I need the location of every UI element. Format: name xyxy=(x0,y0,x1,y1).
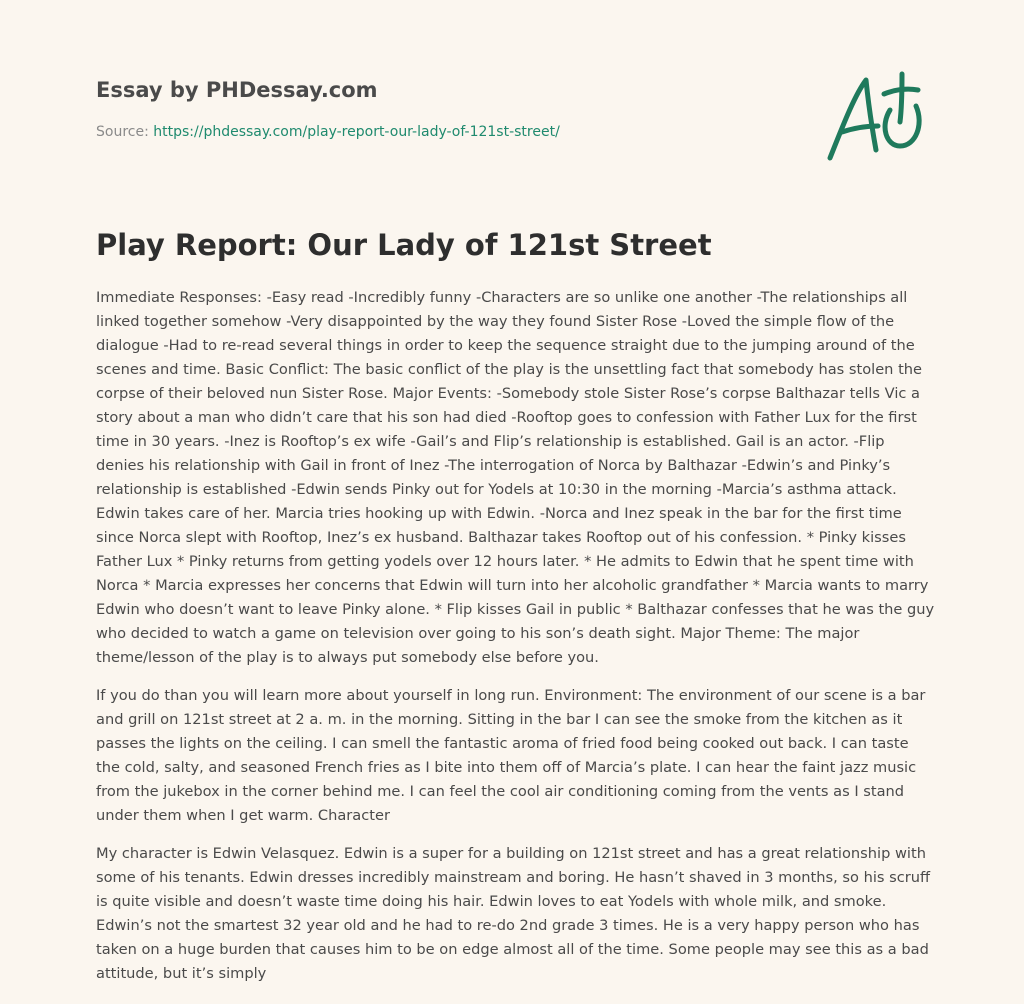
source-link[interactable]: https://phdessay.com/play-report-our-lady-of-121st-street/ xyxy=(153,124,560,140)
a-plus-logo-icon xyxy=(820,66,932,166)
site-title: Essay by PHDessay.com xyxy=(96,78,378,102)
essay-paragraph: If you do than you will learn more about yourself in long run. Environment: The environment of our scene is a bar and grill on 121st street at 2 a. m. in the morning. Sitting in the bar I can see the smoke from the kitchen as it passes the lights on the ceiling. I can smell the fantastic aroma of fried food being cooked out back. I can taste the cold, salty, and seasoned French fries as I bite into them off of Marcia’s plate. I can hear the faint jazz music from the jukebox in the corner behind me. I can feel the cool air conditioning coming from the vents as I stand under them when I get warm. Character xyxy=(96,687,926,824)
source-line xyxy=(96,122,560,142)
source-label: Source: xyxy=(96,124,149,140)
essay-body xyxy=(96,286,936,1000)
essay-paragraph: My character is Edwin Velasquez. Edwin is a super for a building on 121st street and has a great relationship with some of his tenants. Edwin dresses incredibly mainstream and boring. He hasn’t shaved in 3 months, so his scruff is quite visible and doesn’t waste time doing his hair. Edwin loves to eat Yodels with whole milk, and smoke. Edwin’s not the smartest 32 year old and he had to re-do 2nd grade 3 times. He is a very happy person who has taken on a huge burden that causes him to be on edge almost all of the time. Some people may see this as a bad attitude, but it’s simply xyxy=(96,845,931,982)
essay-title: Play Report: Our Lady of 121st Street xyxy=(96,228,712,262)
essay-paragraph: Immediate Responses: -Easy read -Incredibly funny -Characters are so unlike one another -The relationships all linked together somehow -Very disappointed by the way they found Sister Rose -Loved the simple flow of the dialogue -Had to re-read several things in order to keep the sequence straight due to the jumping around of the scenes and time. Basic Conflict: The basic conflict of the play is the unsettling fact that somebody has stolen the corpse of their beloved nun Sister Rose. Major Events: -Somebody stole Sister Rose’s corpse Balthazar tells Vic a story about a man who didn’t care that his son had died -Rooftop goes to confession with Father Lux for the first time in 30 years. -Inez is Rooftop’s ex wife -Gail’s and Flip’s relationship is established. Gail is an actor. -Flip denies his relationship with Gail in front of Inez -The interrogation of Norca by Balthazar -Edwin’s and Pinky’s relationship is established -Edwin sends Pinky out for Yodels at 10:30 in the morning -Marcia’s asthma attack. Edwin takes care of her. Marcia tries hooking up with Edwin. -Norca and Inez speak in the bar for the first time since Norca slept with Rooftop, Inez’s ex husband. Balthazar takes Rooftop out of his confession. * Pinky kisses Father Lux * Pinky returns from getting yodels over 12 hours later. * He admits to Edwin that he spent time with Norca * Marcia expresses her concerns that Edwin will turn into her alcoholic grandfather * Marcia wants to marry Edwin who doesn’t want to leave Pinky alone. * Flip kisses Gail in public * Balthazar confesses that he was the guy who decided to watch a game on television over going to his son’s death sight. Major Theme: The major theme/lesson of the play is to always put somebody else before you. xyxy=(96,289,935,666)
